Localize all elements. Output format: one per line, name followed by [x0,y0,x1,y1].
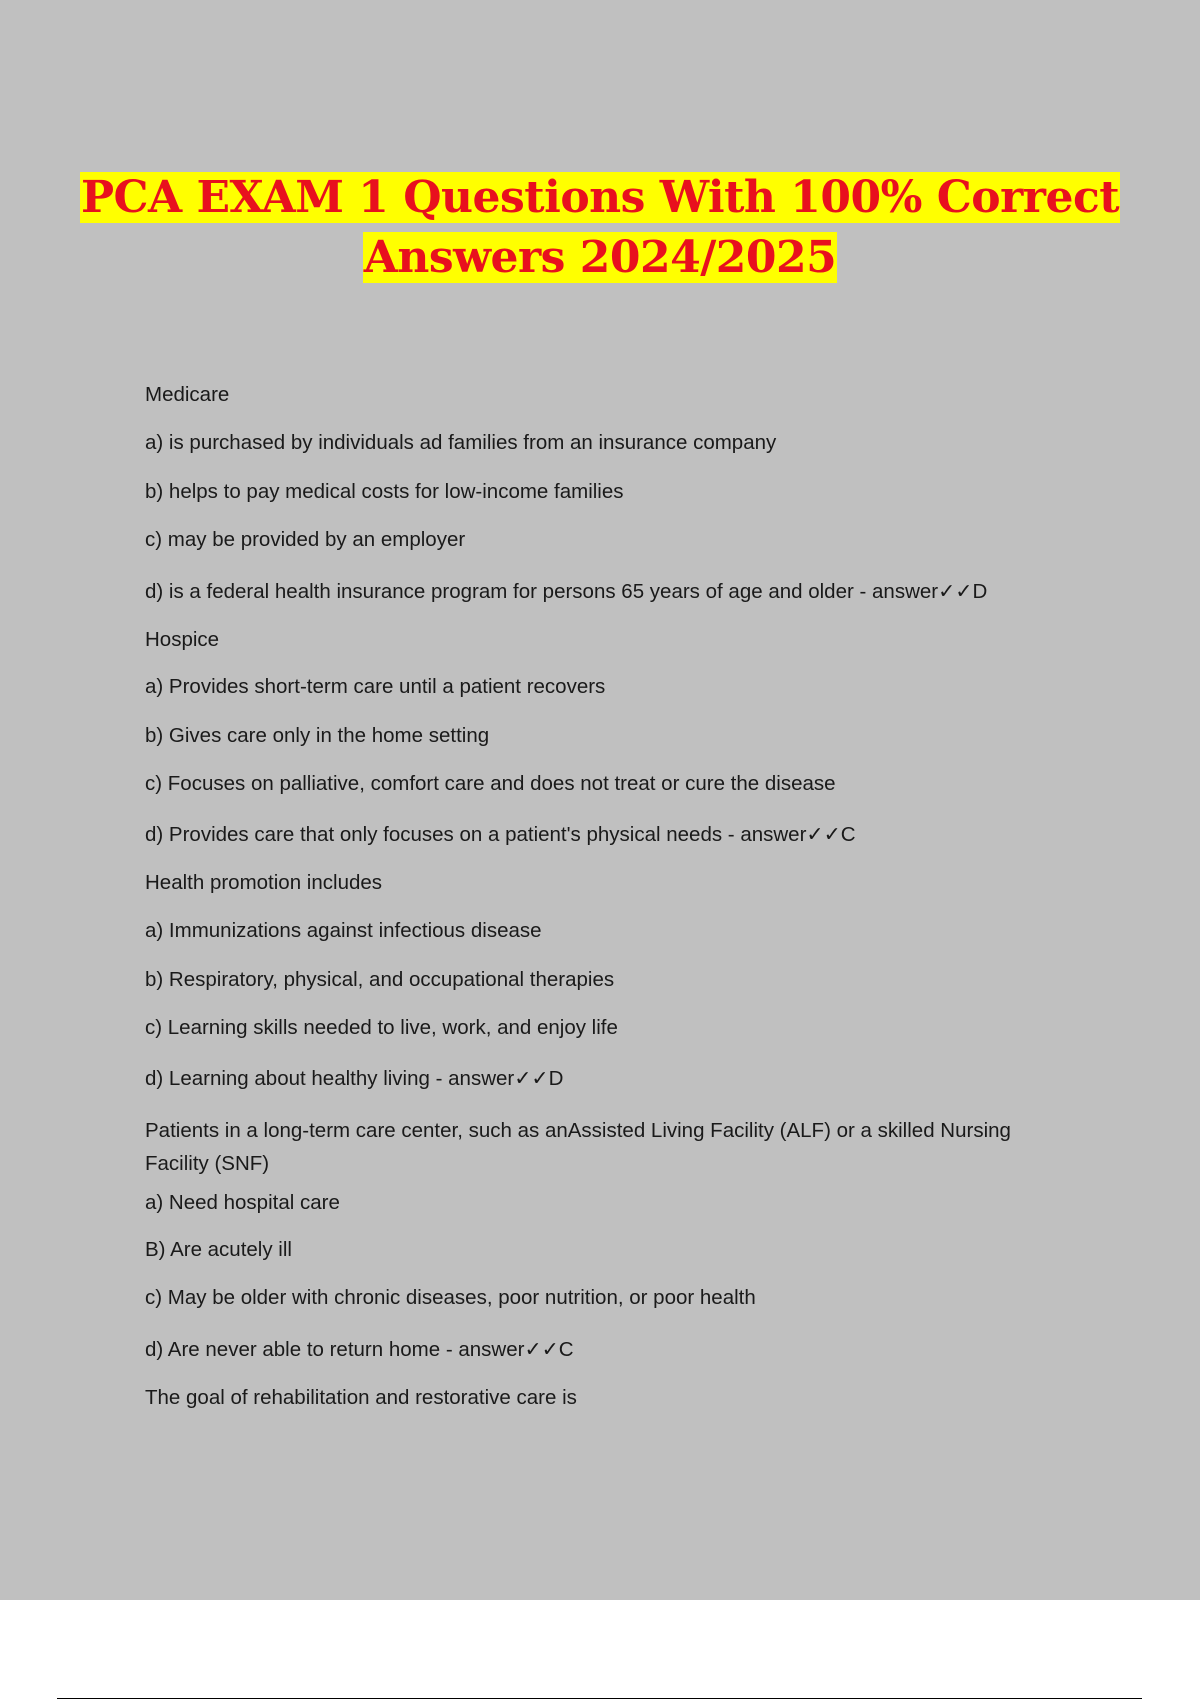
option-line: a) Need hospital care [145,1191,340,1214]
option-line: B) Are acutely ill [145,1238,292,1261]
option-line: c) May be older with chronic diseases, poor nutrition, or poor health [145,1286,756,1309]
title-line-1: PCA EXAM 1 Questions With 100% Correct [80,172,1120,223]
option-line: a) Provides short-term care until a patient recovers [145,675,606,698]
question-health-promotion: Health promotion includes [145,871,383,894]
option-line: b) Respiratory, physical, and occupational therapies [145,968,615,991]
question-hospice: Hospice [145,628,220,651]
document-title [0,168,1200,288]
answer-line: d) is a federal health insurance program for persons 65 years of age and older - answer✓✓D [145,580,988,603]
question-long-term-care: Patients in a long-term care center, such as anAssisted Living Facility (ALF) or a skilled Nursing Facility (SNF) [145,1119,1011,1175]
footer-rule [57,1698,1142,1699]
option-line: a) Immunizations against infectious disease [145,919,542,942]
option-line: a) is purchased by individuals ad families from an insurance company [145,431,777,454]
option-line: b) helps to pay medical costs for low-income families [145,480,624,503]
title-line-2: Answers 2024/2025 [363,232,837,283]
answer-line: d) Provides care that only focuses on a patient's physical needs - answer✓✓C [145,823,856,846]
question-medicare: Medicare [145,383,230,406]
option-line: c) Learning skills needed to live, work, and enjoy life [145,1016,618,1039]
question-rehabilitation: The goal of rehabilitation and restorative care is [145,1386,577,1409]
document-body [145,382,1075,1411]
answer-line: d) Are never able to return home - answer✓✓C [145,1338,574,1361]
option-line: c) may be provided by an employer [145,528,466,551]
option-line: c) Focuses on palliative, comfort care and does not treat or cure the disease [145,772,836,795]
option-line: b) Gives care only in the home setting [145,724,490,747]
answer-line: d) Learning about healthy living - answer✓✓D [145,1067,564,1090]
